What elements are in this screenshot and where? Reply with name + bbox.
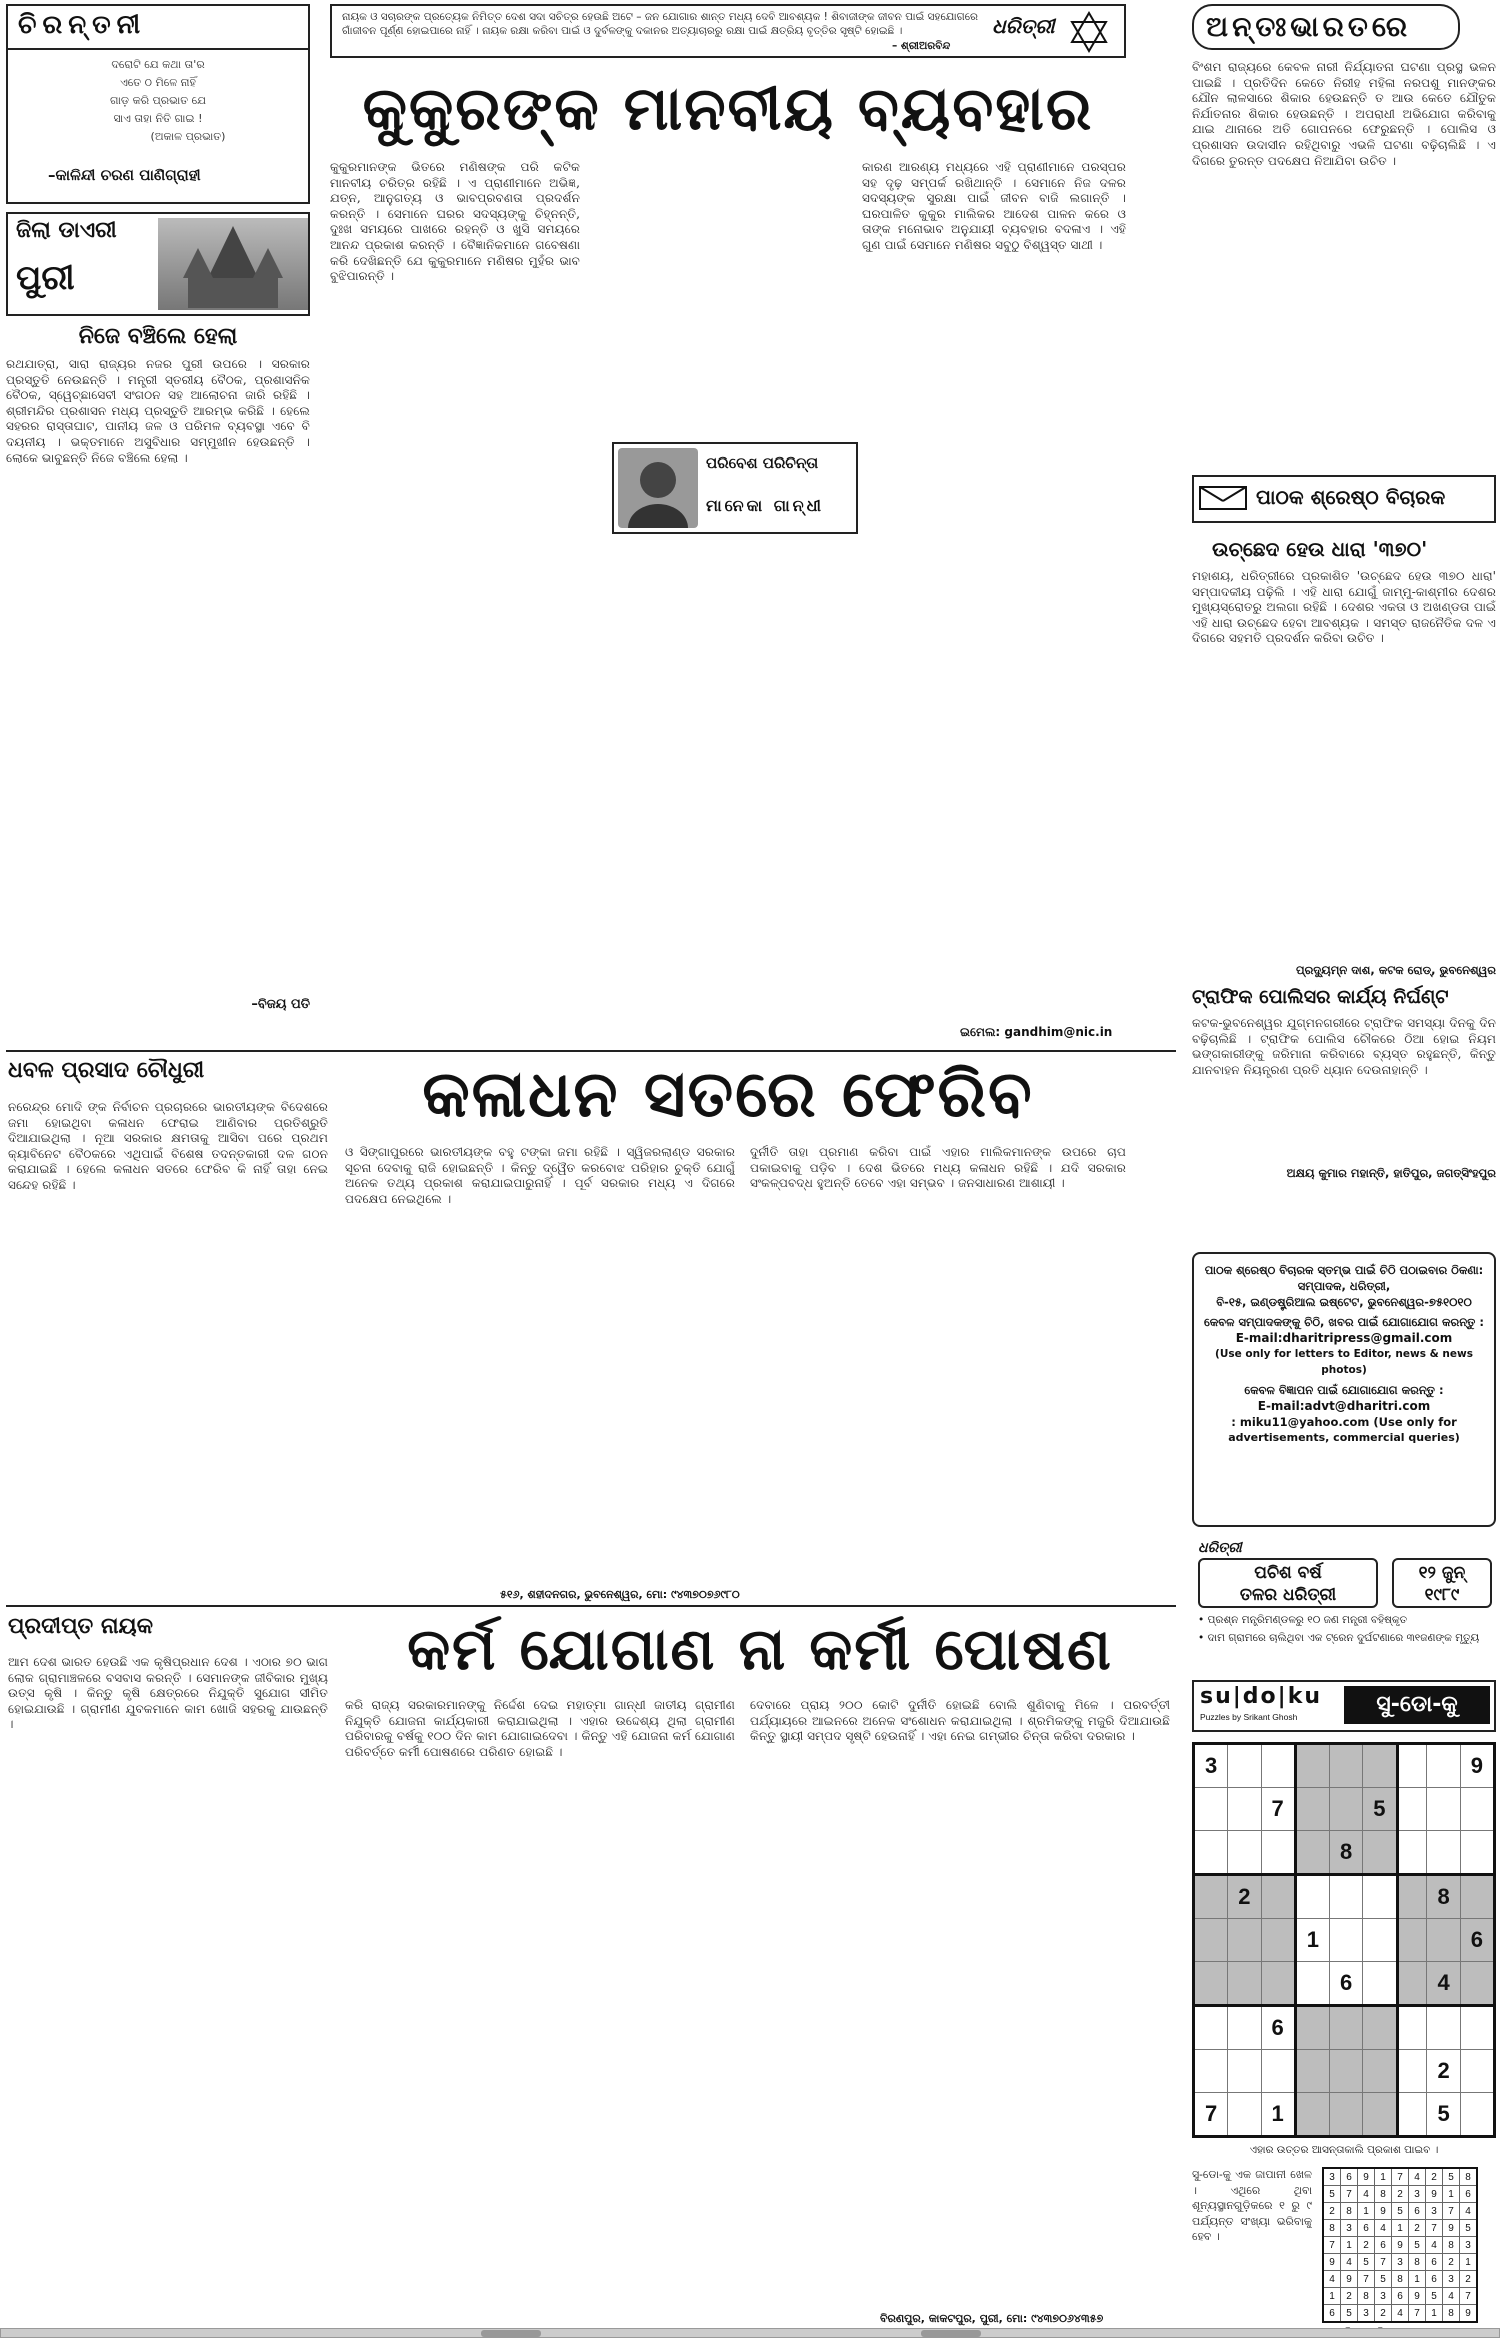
sudoku-cell[interactable] — [1228, 1962, 1261, 2006]
quote-box — [330, 4, 1126, 58]
antarbharat-section — [1192, 4, 1496, 464]
sudoku-cell[interactable]: 6 — [1330, 1962, 1363, 2006]
sudoku-cell[interactable]: 5 — [1427, 2093, 1460, 2137]
district-headline: ନିଜେ ବଞ୍ଚିଲେ ହେଲା — [78, 324, 238, 349]
answer-cell: 2 — [1409, 2220, 1426, 2237]
answer-cell: 2 — [1426, 2168, 1443, 2186]
sudoku-cell[interactable] — [1261, 1744, 1295, 1788]
sudoku-cell[interactable]: 4 — [1427, 1962, 1460, 2006]
sudoku-cell[interactable]: 2 — [1427, 2050, 1460, 2093]
sudoku-cell[interactable] — [1460, 2050, 1494, 2093]
author-photo — [618, 448, 698, 528]
sudoku-cell[interactable] — [1261, 1919, 1295, 1962]
second-address: ୫୧୬, ଶହୀଦନଗର, ଭୁବନେଶ୍ୱର, ମୋ: ୯୪୩୭୦୭୬୯୮୦ — [500, 1588, 740, 1601]
answer-cell: 9 — [1358, 2168, 1375, 2186]
sudoku-cell[interactable] — [1427, 1788, 1460, 1831]
sudoku-cell[interactable] — [1295, 2006, 1329, 2050]
answer-cell: 7 — [1460, 2288, 1478, 2305]
sudoku-cell[interactable] — [1460, 1875, 1494, 1919]
answer-cell: 1 — [1460, 2254, 1478, 2271]
column-byline — [612, 442, 858, 534]
sudoku-cell[interactable] — [1295, 1744, 1329, 1788]
sudoku-cell[interactable] — [1397, 1875, 1427, 1919]
answer-cell: 1 — [1323, 2288, 1341, 2305]
pen-icon — [1198, 483, 1248, 513]
answer-cell: 1 — [1358, 2203, 1375, 2220]
answer-cell: 3 — [1341, 2220, 1358, 2237]
answer-cell: 4 — [1426, 2237, 1443, 2254]
sudoku-cell[interactable] — [1397, 2050, 1427, 2093]
answer-cell: 5 — [1443, 2168, 1460, 2186]
answer-cell: 3 — [1443, 2271, 1460, 2288]
sudoku-cell[interactable] — [1397, 1788, 1427, 1831]
antarbharat-title: ଅନ୍ତଃଭାରତରେ — [1192, 4, 1460, 50]
sudoku-cell[interactable]: 3 — [1194, 1744, 1228, 1788]
answer-cell: 7 — [1392, 2168, 1409, 2186]
lead-email: ଇମେଲ: gandhim@nic.in — [960, 1025, 1113, 1039]
sudoku-cell[interactable] — [1261, 1962, 1295, 2006]
answer-cell: 3 — [1375, 2288, 1392, 2305]
answer-cell: 8 — [1409, 2254, 1426, 2271]
sudoku-cell[interactable] — [1228, 1919, 1261, 1962]
answer-cell: 9 — [1375, 2203, 1392, 2220]
sudoku-cell[interactable]: 6 — [1261, 2006, 1295, 2050]
answer-cell: 9 — [1426, 2186, 1443, 2203]
sudoku-cell[interactable] — [1194, 1831, 1228, 1875]
editor-email[interactable]: E-mail:dharitripress@gmail.com — [1235, 1331, 1453, 1345]
answer-cell: 4 — [1409, 2168, 1426, 2186]
answer-cell: 1 — [1341, 2237, 1358, 2254]
answer-cell: 3 — [1323, 2168, 1341, 2186]
sudoku-title: ସୁ-ଡୋ-କୁ — [1344, 1686, 1490, 1724]
sudoku-cell[interactable] — [1460, 1831, 1494, 1875]
answer-cell: 2 — [1443, 2254, 1460, 2271]
sudoku-cell[interactable] — [1228, 1831, 1261, 1875]
answer-cell: 5 — [1426, 2288, 1443, 2305]
contact-box: ପାଠକ ଶ୍ରେଷ୍ଠ ବିଚାରକ ସ୍ତମ୍ଭ ପାଇଁ ଚିଠି ପଠାଇବାର ଠିକଣା: ସମ୍ପାଦକ, ଧରିତ୍ରୀ, ବି-୧୫, ଇଣ୍ଡଷ୍ଟ୍ରିଆଲ ଇଷ୍ଟେଟ, ଭୁବନେଶ୍ୱର-୭୫୧୦୧୦ କେବଳ ସମ୍ପାଦକଙ୍କୁ ଚିଠି, ଖବର ପାଇଁ ଯୋଗାଯୋଗ କରନ୍ତୁ : E-mail:dharitripress@gmail.com (Use only for letters to Editor, news & news photos) କେବଳ ବିଜ୍ଞାପନ ପାଇଁ ଯୋଗାଯୋଗ କରନ୍ତୁ : E-mail:advt@dharitri.com : miku11@yahoo.com (Use only for advertisements, commercial queries) — [1192, 1252, 1496, 1527]
answer-cell: 6 — [1375, 2237, 1392, 2254]
temple-photo — [158, 218, 308, 310]
answer-cell: 6 — [1323, 2305, 1341, 2323]
answer-cell: 9 — [1409, 2288, 1426, 2305]
third-col2: କରି ରାଜ୍ୟ ସରକାରମାନଙ୍କୁ ନିର୍ଦ୍ଦେଶ ଦେଇ ମହାତ୍ମା ଗାନ୍ଧୀ ଜାତୀୟ ଗ୍ରାମୀଣ ନିଯୁକ୍ତି ଯୋଜନା କାର୍ଯ୍ୟକାରୀ କରାଯାଇଥିଲା । ଏହାର ଉଦ୍ଦେଶ୍ୟ ଥିଲା ଗ୍ରାମୀଣ ପରିବାରକୁ ବର୍ଷକୁ ୧୦୦ ଦିନ କାମ ଯୋଗାଇଦେବା । କିନ୍ତୁ ଏହି ଯୋଜନା କର୍ମ ଯୋଗାଣ ପରିବର୍ତ୍ତେ କର୍ମୀ ପୋଷଣରେ ପରିଣତ ହୋଇଛି । — [345, 1698, 735, 1759]
answer-cell: 7 — [1323, 2237, 1341, 2254]
sudoku-cell[interactable] — [1427, 2006, 1460, 2050]
answer-cell: 4 — [1358, 2186, 1375, 2203]
sudoku-cell[interactable] — [1228, 1788, 1261, 1831]
sudoku-cell[interactable]: 1 — [1261, 2093, 1295, 2137]
lead-col1b — [594, 160, 844, 600]
sudoku-cell[interactable] — [1261, 1831, 1295, 1875]
sudoku-cell[interactable] — [1295, 2093, 1329, 2137]
sudoku-cell[interactable] — [1330, 1875, 1363, 1919]
third-col1: ଆମ ଦେଶ ଭାରତ ହେଉଛି ଏକ କୃଷିପ୍ରଧାନ ଦେଶ । ଏଠାର ୭୦ ଭାଗ ଲୋକ ଗ୍ରାମାଞ୍ଚଳରେ ବସବାସ କରନ୍ତି । ସେମାନଙ୍କ ଜୀବିକାର ମୁଖ୍ୟ ଉତ୍ସ କୃଷି । କିନ୍ତୁ କୃଷି କ୍ଷେତ୍ରରେ ନିଯୁକ୍ତି ସୁଯୋଗ ସୀମିତ ହୋଇଯାଉଛି । ଗ୍ରାମୀଣ ଯୁବକମାନେ କାମ ଖୋଜି ସହରକୁ ଯାଉଛନ୍ତି । — [8, 1655, 328, 1732]
answer-cell: 8 — [1341, 2203, 1358, 2220]
third-headline: କର୍ମ ଯୋଗାଣ ନା କର୍ମୀ ପୋଷଣ — [407, 1615, 1113, 1683]
sudoku-cell[interactable] — [1363, 1962, 1397, 2006]
answer-cell: 8 — [1443, 2237, 1460, 2254]
sudoku-cell[interactable] — [1397, 1831, 1427, 1875]
sudoku-cell[interactable] — [1194, 2006, 1228, 2050]
answer-cell: 5 — [1392, 2203, 1409, 2220]
answer-cell: 6 — [1358, 2220, 1375, 2237]
answer-cell: 8 — [1392, 2271, 1409, 2288]
sudoku-brand: su|do|ku — [1200, 1684, 1322, 1709]
district-author: –ବିଜୟ ପତି — [251, 997, 310, 1012]
answer-cell: 7 — [1443, 2203, 1460, 2220]
answer-cell: 6 — [1426, 2254, 1443, 2271]
sudoku-cell[interactable] — [1295, 2050, 1329, 2093]
sudoku-cell[interactable]: 8 — [1330, 1831, 1363, 1875]
second-col3: ଦୁର୍ନୀତି ତାହା ପ୍ରମାଣ କରିବା ପାଇଁ ଏହାର ମାଲିକମାନଙ୍କ ଉପରେ ଚାପ ପକାଇବାକୁ ପଡ଼ିବ । ଦେଶ ଭିତରେ ମଧ୍ୟ କଳାଧନ ରହିଛି । ଯଦି ସରକାର ସଂକଳ୍ପବଦ୍ଧ ହୁଅନ୍ତି ତେବେ ଏହା ସମ୍ଭବ । ଜନସାଧାରଣ ଆଶାୟୀ । — [750, 1145, 1126, 1191]
third-address: ବିରଣପୁର, କାକଟପୁର, ପୁରୀ, ମୋ: ୯୪୩୭୦୬୪୩୫୭ — [880, 2312, 1104, 2325]
sudoku-cell[interactable] — [1397, 1744, 1427, 1788]
sudoku-cell[interactable] — [1228, 2006, 1261, 2050]
sudoku-cell[interactable] — [1194, 1919, 1228, 1962]
sudoku-cell[interactable] — [1330, 1788, 1363, 1831]
answer-cell: 5 — [1358, 2254, 1375, 2271]
second-headline: କଳାଧନ ସତରେ ଫେରିବ — [422, 1058, 1034, 1132]
scroll-thumb[interactable] — [481, 2330, 541, 2337]
sudoku-cell[interactable] — [1228, 2050, 1261, 2093]
answer-cell: 4 — [1341, 2254, 1358, 2271]
lead-headline: କୁକୁରଙ୍କ ମାନବୀୟ ବ୍ୟବହାର — [362, 74, 1094, 144]
sudoku-cell[interactable] — [1397, 1962, 1427, 2006]
twentyfive-years: ଧରିତ୍ରୀ ପଚିଶ ବର୍ଷ ତଳର ଧରିତ୍ରୀ ୧୨ ଜୁନ୍ ୧୯୮୯ • ପ୍ରଶ୍ନ ମନ୍ତ୍ରିମଣ୍ଡଳରୁ ୧୦ ଜଣ ମନ୍ତ୍ରୀ ବହିଷ୍କୃତ — [1192, 1540, 1496, 1636]
quote-text: ନାୟକ ଓ ସଚାରଙ୍କ ପ୍ରତ୍ୟେକ ନିମିତ୍ତ ଦେଶ ସଦା ସଚିତ୍ର ହେଉଛି ଅଟେ – ଜନ ଯୋଗାର ଶାନ୍ତ ମଧ୍ୟ ଦେବି ଆବଶ୍ୟକ ! ଶିବାଜୀଙ୍କ ଜୀବନ ପାଇଁ ସହଯୋଗରେ ଗାଁଜୀବନ ପୂର୍ଣ୍ଣ ହୋଇପାରେ ନାହିଁ । ନାୟକ ରକ୍ଷା କରିବା ପାଇଁ ଓ ଦୁର୍ବଳଙ୍କୁ ଦକାନର ଅତ୍ୟାଚାରରୁ ରକ୍ଷା ପାଇଁ କ୍ଷତ୍ରିୟ ବୃତ୍ତିର ସୃଷ୍ଟି ହୋଇଛି । — [342, 11, 978, 37]
chirantani-poet: –କାଳିନ୍ଦୀ ଚରଣ ପାଣିଗ୍ରାହୀ — [48, 166, 201, 184]
district-diary-label: ଜିଲା ଡାଏରୀ — [16, 218, 117, 243]
sudoku-cell[interactable]: 6 — [1460, 1919, 1494, 1962]
answer-cell: 5 — [1409, 2237, 1426, 2254]
answer-cell: 9 — [1323, 2254, 1341, 2271]
sudoku-cell[interactable]: 2 — [1228, 1875, 1261, 1919]
sudoku-cell[interactable]: 5 — [1363, 1788, 1397, 1831]
sudoku-cell[interactable] — [1427, 1744, 1460, 1788]
sudoku-section — [1192, 1680, 1496, 2320]
sudoku-cell[interactable] — [1397, 1919, 1427, 1962]
sudoku-cell[interactable] — [1397, 2093, 1427, 2137]
sudoku-cell[interactable] — [1194, 1875, 1228, 1919]
sudoku-cell[interactable] — [1460, 1788, 1494, 1831]
answer-cell: 7 — [1409, 2305, 1426, 2323]
answer-cell: 4 — [1392, 2305, 1409, 2323]
sudoku-cell[interactable] — [1460, 2006, 1494, 2050]
answer-cell: 2 — [1358, 2237, 1375, 2254]
sudoku-cell[interactable]: 7 — [1194, 2093, 1228, 2137]
third-col3: ଦେବାରେ ପ୍ରାୟ ୨୦୦ କୋଟି ଦୁର୍ନୀତି ହୋଇଛି ବୋଲି ଶୁଣିବାକୁ ମିଳେ । ପରବର୍ତ୍ତୀ ପର୍ଯ୍ୟାୟରେ ଆଇନରେ ଅନେକ ସଂଶୋଧନ କରାଯାଇଥିଲା । ଶ୍ରମିକଙ୍କୁ ମଜୁରି ଦିଆଯାଉଛି କିନ୍ତୁ ସ୍ଥାୟୀ ସମ୍ପଦ ସୃଷ୍ଟି ହେଉନାହିଁ । ଏହା ନେଇ ଗମ୍ଭୀର ଚିନ୍ତା କରିବା ଦରକାର । — [750, 1698, 1170, 1744]
answer-cell: 6 — [1341, 2168, 1358, 2186]
answer-cell: 3 — [1460, 2237, 1478, 2254]
answer-cell: 1 — [1392, 2220, 1409, 2237]
answer-cell: 1 — [1443, 2186, 1460, 2203]
reader-column — [1192, 475, 1496, 1235]
district-diary — [6, 212, 310, 1042]
answer-cell: 8 — [1358, 2288, 1375, 2305]
answer-cell: 9 — [1392, 2237, 1409, 2254]
answer-cell: 3 — [1392, 2254, 1409, 2271]
25y-date: ୧୨ ଜୁନ୍ ୧୯୮୯ — [1392, 1558, 1492, 1608]
sudoku-header — [1192, 1680, 1496, 1732]
answer-cell: 6 — [1409, 2203, 1426, 2220]
answer-cell: 7 — [1358, 2271, 1375, 2288]
sudoku-cell[interactable] — [1194, 1962, 1228, 2006]
sudoku-cell[interactable] — [1363, 1875, 1397, 1919]
answer-cell: 3 — [1426, 2203, 1443, 2220]
answer-cell: 9 — [1460, 2305, 1478, 2323]
scroll-thumb-2[interactable] — [921, 2330, 981, 2337]
answer-cell: 6 — [1426, 2271, 1443, 2288]
answer-cell: 3 — [1358, 2305, 1375, 2323]
answer-cell: 5 — [1375, 2271, 1392, 2288]
sudoku-credit: Puzzles by Srikant Ghosh — [1200, 1712, 1298, 1722]
sudoku-cell[interactable] — [1330, 2093, 1363, 2137]
answer-cell: 6 — [1460, 2186, 1478, 2203]
answer-cell: 5 — [1323, 2186, 1341, 2203]
sudoku-cell[interactable] — [1330, 2006, 1363, 2050]
answer-cell: 2 — [1375, 2305, 1392, 2323]
advt-email[interactable]: E-mail:advt@dharitri.com — [1257, 1399, 1431, 1413]
answer-cell: 4 — [1460, 2203, 1478, 2220]
third-author: ପ୍ରଦୀପ୍ତ ନାୟକ — [8, 1614, 153, 1639]
answer-cell: 5 — [1341, 2305, 1358, 2323]
sudoku-cell[interactable] — [1363, 2050, 1397, 2093]
advt-email-2[interactable]: : miku11@yahoo.com (Use only for — [1231, 1415, 1457, 1429]
sudoku-cell[interactable] — [1261, 2050, 1295, 2093]
quote-logo: ଧରିତ୍ରୀ — [992, 14, 1055, 38]
sudoku-note: ଏହାର ଉତ୍ତର ଆସନ୍ତାକାଲି ପ୍ରକାଶ ପାଇବ । — [1249, 2144, 1439, 2156]
answer-cell: 8 — [1375, 2186, 1392, 2203]
answer-cell: 1 — [1409, 2271, 1426, 2288]
answer-cell: 8 — [1460, 2168, 1478, 2186]
district-name: ପୁରୀ — [16, 258, 75, 298]
answer-cell: 9 — [1443, 2220, 1460, 2237]
answer-cell: 8 — [1443, 2305, 1460, 2323]
answer-cell: 4 — [1443, 2288, 1460, 2305]
sudoku-cell[interactable]: 8 — [1427, 1875, 1460, 1919]
sudoku-cell[interactable] — [1228, 1744, 1261, 1788]
answer-cell: 4 — [1375, 2220, 1392, 2237]
second-col2: ଓ ସିଙ୍ଗାପୁରରେ ଭାରତୀୟଙ୍କ ବହୁ ଟଙ୍କା ଜମା ରହିଛି । ସ୍ୱିଜରଲାଣ୍ଡ ସରକାର ସୂଚନା ଦେବାକୁ ରାଜି ହୋଇଛନ୍ତି । କିନ୍ତୁ ଦ୍ୱୈତ କରବୋଝ ପରିହାର ଚୁକ୍ତି ଯୋଗୁଁ ଅନେକ ତଥ୍ୟ ପ୍ରକାଶ କରାଯାଇପାରୁନାହିଁ । ପୂର୍ବ ସରକାର ମଧ୍ୟ ଏ ଦିଗରେ ପଦକ୍ଷେପ ନେଇଥିଲେ । — [345, 1145, 735, 1206]
answer-cell: 3 — [1409, 2186, 1426, 2203]
25y-label: ପଚିଶ ବର୍ଷ ତଳର ଧରିତ୍ରୀ — [1198, 1558, 1378, 1608]
reader-title: ପାଠକ ଶ୍ରେଷ୍ଠ ବିଚାରକ — [1256, 485, 1446, 509]
letter1-author: ପ୍ରଦ୍ୟୁମ୍ନ ଦାଶ, କଟକ ରୋଡ୍, ଭୁବନେଶ୍ୱର — [1295, 963, 1496, 977]
answer-cell: 1 — [1375, 2168, 1392, 2186]
sudoku-cell[interactable] — [1194, 1788, 1228, 1831]
letter2-author: ଅକ୍ଷୟ କୁମାର ମହାନ୍ତି, ହାତିପୁର, ଜଗତ୍‌ସିଂହପୁର — [1286, 1166, 1496, 1180]
column-name: ପରିବେଶ ପରିଚିନ୍ତା — [706, 454, 819, 472]
answer-cell: 8 — [1323, 2220, 1341, 2237]
sudoku-cell[interactable] — [1295, 1831, 1329, 1875]
sudoku-cell[interactable] — [1363, 2006, 1397, 2050]
antarbharat-text: ବିଂଶମ ରାଜ୍ୟରେ କେବଳ ନାରୀ ନିର୍ଯ୍ୟାତନା ଘଟଣା ପ୍ରସ୍ଥ ଭଳନ ପାଇଛି । ପ୍ରତିଦିନ କେତେ ନିରୀହ ମହିଳା ନରପଶୁ ମାନଙ୍କର ଯୌନ ଲାଳସାରେ ଶିକାର ହେଉଛନ୍ତି ତ ଆଉ କେତେ ଯୌତୁକ ନିର୍ଯାତନାର ଶିକାର ହେଉଛନ୍ତି । ଅପରାଧୀ ଅଭିଯୋଗ କରିବାକୁ ଯାଇ ଥାନାରେ ଅତି ଗୋପନରେ ଫେରୁଛନ୍ତି । ପୋଲିସ ଓ ପ୍ରଶାସନ ଉଦାସୀନ ରହିଥିବାରୁ ଏଭଳି ଘଟଣା ବଢ଼ିଚାଲିଛି । ଏ ଦିଗରେ ତୁରନ୍ତ ପଦକ୍ଷେପ ନିଆଯିବା ଉଚିତ । — [1192, 60, 1496, 168]
horizontal-scrollbar[interactable] — [0, 2328, 1500, 2338]
chirantani-title: ଚିରନ୍ତନୀ — [18, 10, 147, 40]
sudoku-cell[interactable] — [1330, 1919, 1363, 1962]
sudoku-cell[interactable]: 9 — [1460, 1744, 1494, 1788]
answer-cell: 2 — [1323, 2203, 1341, 2220]
sudoku-grid[interactable] — [1192, 1742, 1496, 2138]
chirantani-box — [6, 4, 310, 204]
answer-cell: 7 — [1426, 2220, 1443, 2237]
sudoku-answer-grid — [1322, 2167, 1478, 2323]
answer-cell: 2 — [1460, 2271, 1478, 2288]
25y-logo: ଧରିତ୍ରୀ — [1198, 1540, 1242, 1556]
answer-cell: 9 — [1341, 2271, 1358, 2288]
column-author: ମାନେକା ଗାନ୍ଧୀ — [706, 496, 824, 515]
sudoku-cell[interactable] — [1228, 2093, 1261, 2137]
sudoku-cell[interactable] — [1295, 1875, 1329, 1919]
sudoku-cell[interactable] — [1460, 1962, 1494, 2006]
reader-title-box — [1192, 475, 1496, 523]
second-author: ଧବଳ ପ୍ରସାଦ ଚୌଧୁରୀ — [8, 1058, 205, 1083]
district-diary-header — [6, 212, 310, 316]
lead-col2: କାରଣ ଆରଣ୍ୟ ମଧ୍ୟରେ ଏହି ପ୍ରାଣୀମାନେ ପରସ୍ପର ସହ ଦୃଢ଼ ସମ୍ପର୍କ ରଖିଥାନ୍ତି । ସେମାନେ ନିଜ ଦଳର ସଦସ୍ୟଙ୍କ ସୁରକ୍ଷା ପାଇଁ ଜୀବନ ବାଜି ଲଗାନ୍ତି । ଘରପାଳିତ କୁକୁର ମାଲିକର ଆଦେଶ ପାଳନ କରେ ଓ ତାଙ୍କ ମନୋଭାବ ଅନୁଯାୟୀ ବ୍ୟବହାର ବଦଳାଏ । ଏହି ଗୁଣ ପାଇଁ ସେମାନେ ମଣିଷର ସବୁଠୁ ବିଶ୍ୱସ୍ତ ସାଥୀ । — [862, 160, 1126, 252]
sudoku-cell[interactable] — [1363, 2093, 1397, 2137]
lead-col1: କୁକୁରମାନଙ୍କ ଭିତରେ ମଣିଷଙ୍କ ପରି କଟିକ ମାନବୀୟ ଚରିତ୍ର ରହିଛି । ଏ ପ୍ରାଣୀମାନେ ଅଭିଜ୍ଞ, ଯତ୍ନ, ଆନୁଗତ୍ୟ ଓ ଭାବପ୍ରବଣତା ପ୍ରଦର୍ଶନ କରନ୍ତି । ସେମାନେ ଘରର ସଦସ୍ୟଙ୍କୁ ଚିହ୍ନନ୍ତି, ଦୁଃଖ ସମୟରେ ପାଖରେ ରହନ୍ତି ଓ ଖୁସି ସମୟରେ ଆନନ୍ଦ ପ୍ରକାଶ କରନ୍ତି । ବୈଜ୍ଞାନିକମାନେ ଗବେଷଣା କରି ଦେଖିଛନ୍ତି ଯେ କୁକୁରମାନେ ମଣିଷର ମୁହଁର ଭାବ ବୁଝିପାରନ୍ତି । — [330, 160, 580, 284]
answer-cell: 2 — [1392, 2186, 1409, 2203]
sudoku-cell[interactable] — [1295, 1962, 1329, 2006]
sudoku-cell[interactable] — [1194, 2050, 1228, 2093]
sudoku-cell[interactable] — [1427, 1919, 1460, 1962]
answer-cell: 1 — [1426, 2305, 1443, 2323]
sudoku-cell[interactable] — [1330, 1744, 1363, 1788]
sudoku-cell[interactable] — [1363, 1744, 1397, 1788]
letter2-text: କଟକ-ଭୁବନେଶ୍ୱର ଯୁଗ୍ମନଗରୀରେ ଟ୍ରାଫିକ ସମସ୍ୟା ଦିନକୁ ଦିନ ବଢ଼ିଚାଲିଛି । ଟ୍ରାଫିକ ପୋଲିସ ଚୌକରେ ଠିଆ ହୋଇ ନିୟମ ଭଙ୍ଗକାରୀଙ୍କୁ ଜରିମାନା କରିବାରେ ବ୍ୟସ୍ତ ରହୁଛନ୍ତି, କିନ୍ତୁ ଯାନବାହନ ନିୟନ୍ତ୍ରଣ ପ୍ରତି ଧ୍ୟାନ ଦେଉନାହାନ୍ତି । — [1192, 1016, 1496, 1077]
sudoku-cell[interactable] — [1397, 2006, 1427, 2050]
sudoku-cell[interactable] — [1427, 1831, 1460, 1875]
sudoku-cell[interactable] — [1261, 1875, 1295, 1919]
second-col1: ନରେନ୍ଦ୍ର ମୋଦି ଙ୍କ ନିର୍ବାଚନ ପ୍ରଚାରରେ ଭାରତୀୟଙ୍କ ବିଦେଶରେ ଜମା ହୋଇଥିବା କଳାଧନ ଫେରାଇ ଆଣିବାର ପ୍ରତିଶ୍ରୁତି ଦିଆଯାଇଥିଲା । ନୂଆ ସରକାର କ୍ଷମତାକୁ ଆସିବା ପରେ ପ୍ରଥମ କ୍ୟାବିନେଟ ବୈଠକରେ ଏଥିପାଇଁ ବିଶେଷ ତଦନ୍ତକାରୀ ଦଳ ଗଠନ କରାଯାଇଛି । ହେଲେ କଳାଧନ ସତରେ ଫେରିବ କି ନାହିଁ ତାହା ନେଇ ସନ୍ଦେହ ରହିଛି । — [8, 1100, 328, 1192]
star-of-david-icon — [1067, 10, 1111, 54]
answer-cell: 4 — [1323, 2271, 1341, 2288]
district-text: ରଥଯାତ୍ରା, ସାରା ରାଜ୍ୟର ନଜର ପୁରୀ ଉପରେ । ସରକାର ପ୍ରସ୍ତୁତି ନେଉଛନ୍ତି । ମନ୍ତ୍ରୀ ସ୍ତରୀୟ ବୈଠକ, ପ୍ରଶାସନିକ ବୈଠକ, ସ୍ୱେଚ୍ଛାସେବୀ ସଂଗଠନ ସହ ଆଲୋଚନା ଜାରି ରହିଛି । ଶ୍ରୀମନ୍ଦିର ପ୍ରଶାସନ ମଧ୍ୟ ପ୍ରସ୍ତୁତି ଆରମ୍ଭ କରିଛି । ହେଲେ ସହରର ରାସ୍ତାଘାଟ, ପାନୀୟ ଜଳ ଓ ପରିମଳ ବ୍ୟବସ୍ଥା ଏବେ ବି ଦୟନୀୟ । ଭକ୍ତମାନେ ଅସୁବିଧାର ସମ୍ମୁଖୀନ ହେଉଛନ୍ତି । ଲୋକେ ଭାବୁଛନ୍ତି ନିଜେ ବଞ୍ଚିଲେ ହେଲା । — [6, 357, 310, 465]
sudoku-cell[interactable]: 1 — [1295, 1919, 1329, 1962]
sudoku-cell[interactable]: 7 — [1261, 1788, 1295, 1831]
quote-author: – ଶ୍ରୀଅରବିନ୍ଦ — [892, 40, 951, 52]
letter2-title: ଟ୍ରାଫିକ ପୋଲିସର କାର୍ଯ୍ୟ ନିର୍ଘଣ୍ଟ — [1192, 986, 1449, 1008]
answer-cell: 2 — [1341, 2288, 1358, 2305]
answer-cell: 5 — [1460, 2220, 1478, 2237]
sudoku-instructions: ସୁ-ଡୋ-କୁ ଏକ ଜାପାନୀ ଖେଳ । ଏଥିରେ ଥିବା ଶୂନ୍ୟସ୍ଥାନଗୁଡ଼ିକରେ ୧ ରୁ ୯ ପର୍ଯ୍ୟନ୍ତ ସଂଖ୍ୟା ଭରିବାକୁ ହେବ । — [1192, 2168, 1312, 2244]
sudoku-cell[interactable] — [1295, 1788, 1329, 1831]
sudoku-cell[interactable] — [1460, 2093, 1494, 2137]
sudoku-cell[interactable] — [1330, 2050, 1363, 2093]
answer-cell: 7 — [1375, 2254, 1392, 2271]
chirantani-poem: ଦରୋଟି ଯେ କଥା ତା'ର ଏତେ ଠ ମିଳେ ନାହିଁ ଗାଡ଼ କରି ପ୍ରଭାତ ଯେ ସାଏ ତାହା ନିତି ଗାଇ ! (ଅକାଳ ପ୍ରଭାତ) — [109, 58, 226, 143]
letter1-title: ଉଚ୍ଛେଦ ହେଉ ଧାରା '୩୭୦' — [1212, 537, 1428, 561]
sudoku-cell[interactable] — [1363, 1831, 1397, 1875]
answer-cell: 7 — [1341, 2186, 1358, 2203]
sudoku-cell[interactable] — [1363, 1919, 1397, 1962]
answer-cell: 6 — [1392, 2288, 1409, 2305]
letter1-text: ମହାଶୟ, ଧରିତ୍ରୀରେ ପ୍ରକାଶିତ 'ଉଚ୍ଛେଦ ହେଉ ୩୭୦ ଧାରା' ସମ୍ପାଦକୀୟ ପଢ଼ିଲି । ଏହି ଧାରା ଯୋଗୁଁ ଜାମ୍ମୁ-କାଶ୍ମୀର ଦେଶର ମୁଖ୍ୟସ୍ରୋତରୁ ଅଲଗା ରହିଛି । ଦେଶର ଏକତା ଓ ଅଖଣ୍ଡତା ପାଇଁ ଏହି ଧାରା ଉଚ୍ଛେଦ ହେବା ଆବଶ୍ୟକ । ସମସ୍ତ ରାଜନୈତିକ ଦଳ ଏ ଦିଗରେ ସହମତି ପ୍ରଦର୍ଶନ କରିବା ଉଚିତ । — [1192, 569, 1496, 646]
